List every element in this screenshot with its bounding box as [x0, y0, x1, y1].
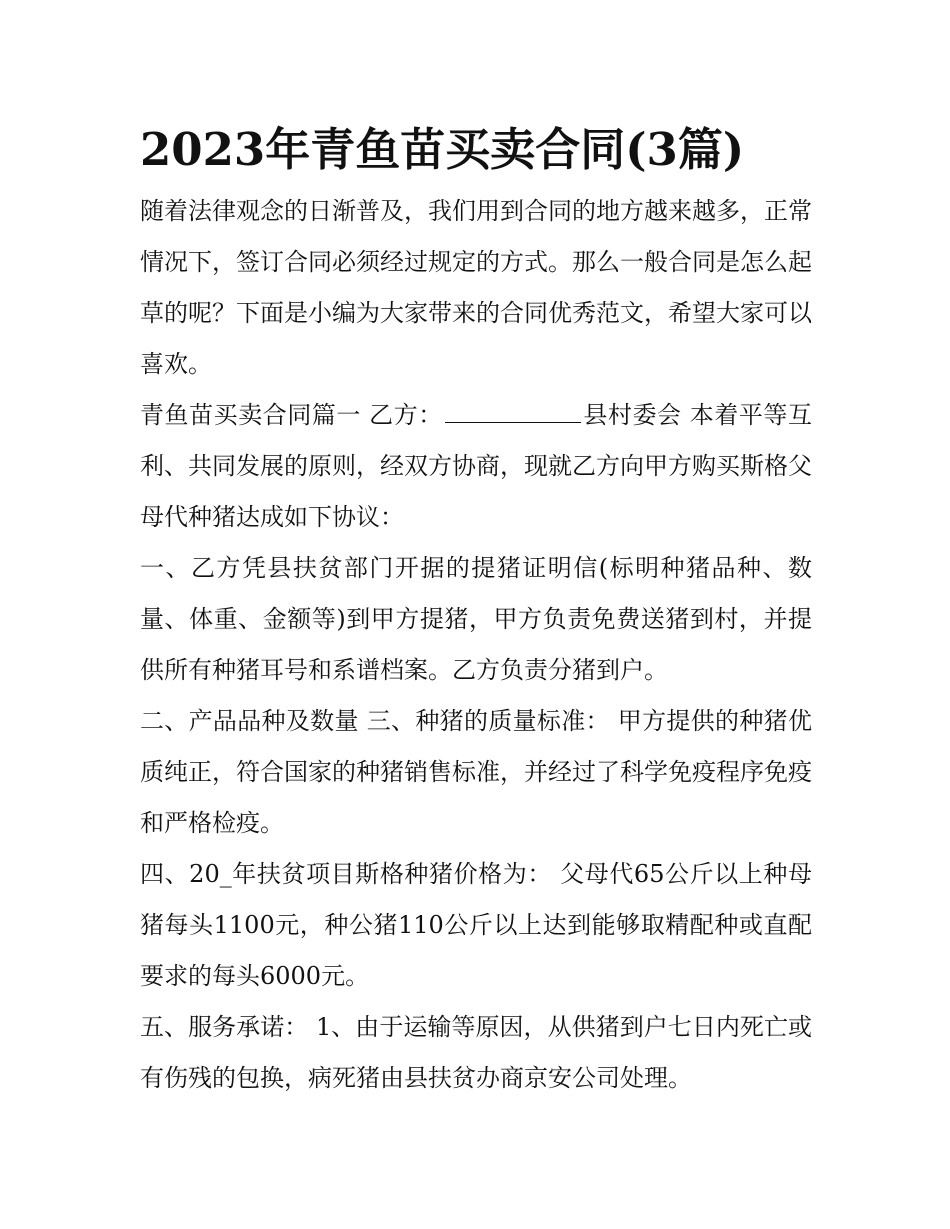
party-b-name-blank	[445, 404, 581, 423]
document-title: 2023年青鱼苗买卖合同(3篇)	[140, 123, 745, 176]
clause-five-paragraph: 五、服务承诺： 1、由于运输等原因，从供猪到户七日内死亡或有伤残的包换，病死猪由县扶贫办商京安公司处理。	[140, 1013, 812, 1092]
intro-paragraph: 随着法律观念的日渐普及，我们用到合同的地方越来越多，正常情况下，签订合同必须经过规定的方式。那么一般合同是怎么起草的呢？下面是小编为大家带来的合同优秀范文，希望大家可以喜欢。	[140, 197, 812, 378]
contract-intro-paragraph	[140, 390, 812, 543]
document-page	[140, 118, 812, 1104]
clause-one-paragraph: 一、乙方凭县扶贫部门开据的提猪证明信(标明种猪品种、数量、体重、金额等)到甲方提猪，甲方负责免费送猪到村，并提供所有种猪耳号和系谱档案。乙方负责分猪到户。	[140, 554, 812, 684]
clause-two-three-paragraph: 二、产品品种及数量 三、种猪的质量标准： 甲方提供的种猪优质纯正，符合国家的种猪销售标准，并经过了科学免疫程序免疫和严格检疫。	[140, 707, 812, 837]
clause-four-paragraph: 四、20_年扶贫项目斯格种猪价格为： 父母代65公斤以上种母猪每头1100元，种公猪110公斤以上达到能够取精配种或直配要求的每头6000元。	[140, 860, 812, 990]
contract-intro-before-blank: 青鱼苗买卖合同篇一 乙方：	[140, 401, 443, 429]
contract-intro-after-blank: 县村委会 本着平等互利、共同发展的原则，经双方协商，现就乙方向甲方购买斯格父母代种猪达成如下协议：	[140, 401, 812, 531]
